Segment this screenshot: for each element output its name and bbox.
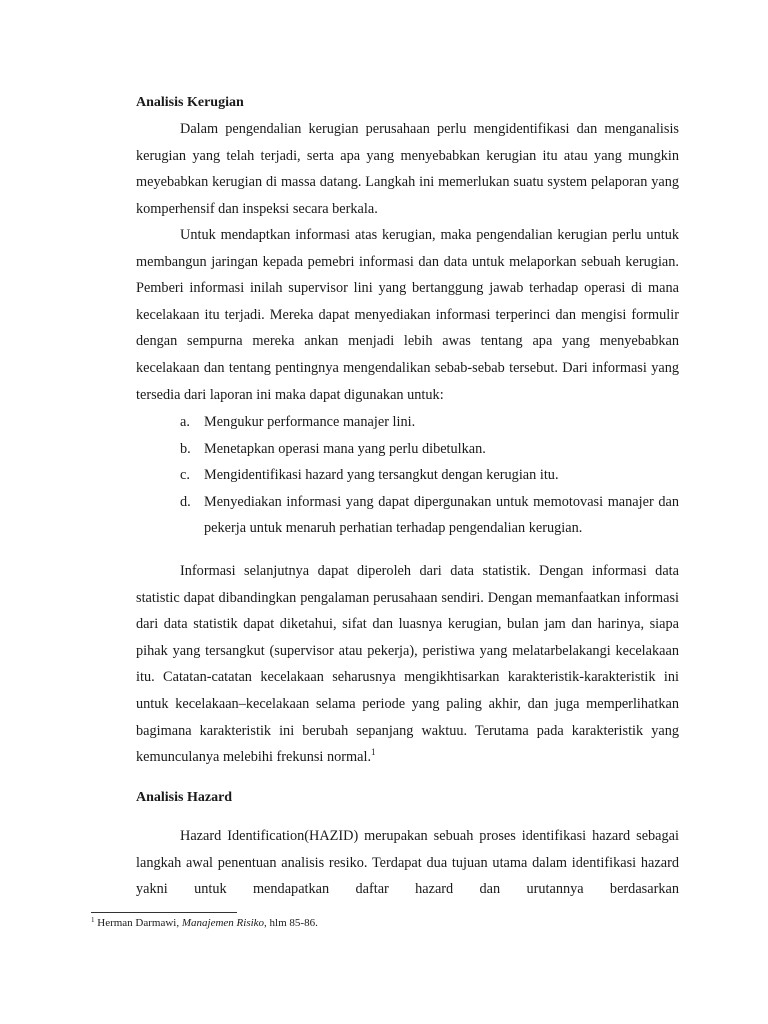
footnote-author: Herman Darmawi, [97, 917, 182, 929]
paragraph-kerugian-2: Untuk mendaptkan informasi atas kerugian, maka pengendalian kerugian perlu untuk membangun jaringan kepada pemebri informasi dan data untuk melaporkan sebuah kerugian. Pemberi informasi inilah supervisor lini yang bertanggung jawab terhadap operasi di mana kecelakaan itu terjadi. Mereka dapat menyediakan informasi terperinci dan mengisi formulir dengan sempurna mereka ankan menjadi lebih awas tentang apa yang menyebabkan kecelakaan dan tentang pentingnya mengendalikan sebab-sebab tersebut. Dari informasi yang tersedia dari laporan ini maka dapat digunakan untuk: [136, 227, 679, 403]
footnote-pages: , hlm 85-86. [264, 917, 318, 929]
footnote-number: 1 [91, 916, 95, 924]
paragraph-kerugian-3 [136, 558, 679, 771]
footnote [91, 916, 318, 930]
footnote-separator [91, 912, 237, 913]
footnote-reference[interactable]: 1 [371, 747, 376, 758]
paragraph-kerugian-3-text: Informasi selanjutnya dapat diperoleh dari data statistik. Dengan informasi data statistic dapat dibandingkan pengalaman perusahaan sendiri. Dengan memanfaatkan informasi dari data statistik dapat diketahui, sifat dan luasnya kerugian, bulan jam dan harinya, siapa pihak yang tersangkut (supervisor atau pekerja), peristiwa yang melatarbelakangi kecelakaan itu. Catatan-catatan kecelakaan seharusnya mengikhtisarkan karakteristik-karakteristik ini untuk kecelakaan–kecelakaan selama periode yang paling akhir, dan juga memperlihatkan bagimana karakteristik ini berubah sepanjang waktuu. Terutama pada karakteristik yang kemunculanya melebihi frekunsi normal. [136, 563, 679, 766]
list-marker: d. [180, 493, 191, 510]
list-item [180, 436, 679, 463]
footnote-title: Manajemen Risiko [181, 917, 265, 929]
list-marker: a. [180, 414, 190, 430]
list-item [180, 409, 679, 436]
paragraph-kerugian-1: Dalam pengendalian kerugian perusahaan perlu mengidentifikasi dan menganalisis kerugian yang telah terjadi, serta apa yang menyebabkan kerugian itu atau yang mungkin meyebabkan kerugian di massa datang. Langkah ini memerlukan suatu system pelaporan yang komperhensif dan inspeksi secara berkala. [136, 121, 679, 217]
list-item-text: Mengukur performance manajer lini. [204, 414, 416, 430]
list-item [180, 462, 679, 489]
list-kegunaan-informasi [180, 409, 679, 542]
paragraph-hazard-1: Hazard Identification(HAZID) merupakan sebuah proses identifikasi hazard sebagai langkah awal penentuan analisis resiko. Terdapat dua tujuan utama dalam identifikasi hazard yakni untuk mendapatkan daftar hazard dan urutannya berdasarkan [136, 828, 679, 898]
list-item-text: Mengidentifikasi hazard yang tersangkut dengan kerugian itu. [204, 467, 559, 484]
list-item-text: Menyediakan informasi yang dapat dipergunakan untuk memotovasi manajer dan pekerja untuk menaruh perhatian terhadap pengendalian kerugian. [204, 493, 679, 537]
list-marker: b. [180, 440, 191, 457]
list-item [180, 489, 679, 542]
list-item-text: Menetapkan operasi mana yang perlu dibetulkan. [204, 440, 486, 457]
section-heading-kerugian: Analisis Kerugian [136, 95, 244, 110]
section-heading-hazard: Analisis Hazard [136, 790, 233, 805]
list-marker: c. [180, 467, 190, 484]
